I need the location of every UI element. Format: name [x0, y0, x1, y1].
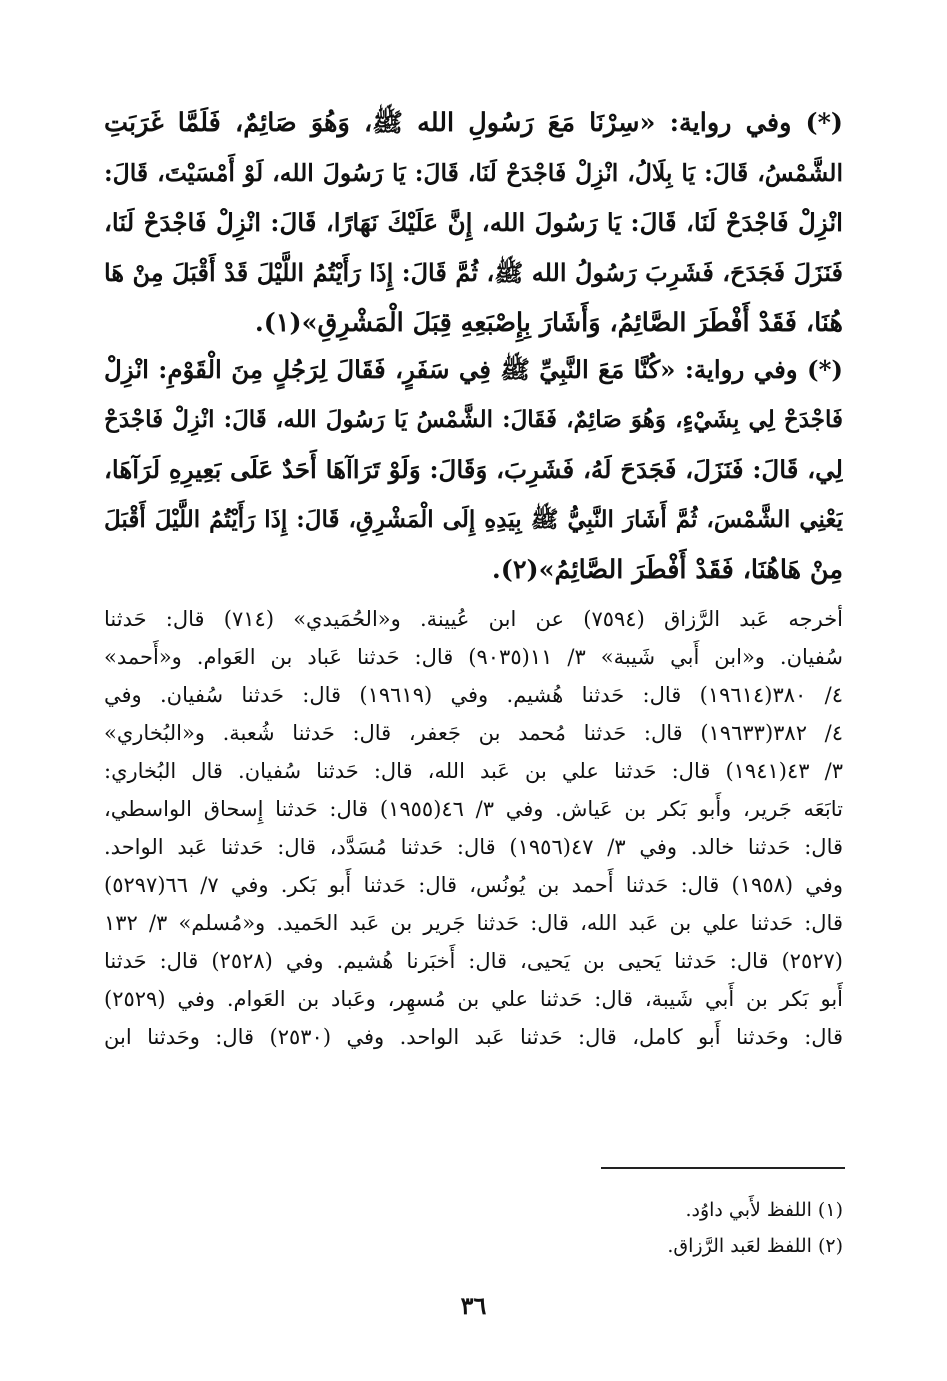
takhrij-line: قال: حَدثنا علي بن عَبد الله، قال: حَدثنا جَرير بن عَبد الحَميد. و«مُسلم» ٣/ ١٣٢: [104, 911, 843, 935]
takhrij-line: أَبو بَكر بن أَبي شَيبة، قال: حَدثنا علي بن مُسهِر، وعَباد بن العَوام. وفي (٢٥٢٩): [104, 987, 843, 1011]
takhrij-line: ٣/ ٤٣(١٩٤١) قال: حَدثنا علي بن عَبد الله، قال: حَدثنا سُفيان. قال البُخاري:: [104, 759, 843, 783]
hadith-line: الشَّمْسُ، قَالَ: يَا بِلَالُ، انْزِلْ فَاجْدَحْ لَنَا، قَالَ: يَا رَسُولَ الله، لَوْ أَمْسَيْتَ، قَالَ:: [104, 159, 843, 187]
hadith-line: (*) وفي رواية: «كُنَّا مَعَ النَّبِيِّ ﷺ فِي سَفَرٍ، فَقَالَ لِرَجُلٍ مِنَ الْقَوْمِ: انْزِلْ: [104, 355, 843, 384]
takhrij-line: قال: حَدثنا خالد. وفي ٣/ ٤٧(١٩٥٦) قال: حَدثنا مُسَدَّد، قال: حَدثنا عَبد الواحد.: [104, 835, 843, 859]
takhrij-line: (٢٥٢٧) قال: حَدثنا يَحيى بن يَحيى، قال: أَخبَرنا هُشيم. وفي (٢٥٢٨) قال: حَدثنا: [104, 949, 843, 973]
hadith-narration-2: [104, 345, 843, 605]
hadith-line: انْزِلْ فَاجْدَحْ لَنَا، قَالَ: يَا رَسُولَ الله، إِنَّ عَلَيْكَ نَهَارًا، قَالَ: انْزِلْ فَاجْدَحْ لَنَا،: [104, 208, 843, 237]
hadith-narration-1: [104, 98, 843, 358]
hadith-line: مِنْ هَاهُنَا، فَقَدْ أَفْطَرَ الصَّائِمُ»(٢).: [491, 555, 843, 585]
hadith-line: هُنَا، فَقَدْ أَفْطَرَ الصَّائِمُ، وَأَشَارَ بِإِصْبَعِهِ قِبَلَ الْمَشْرِقِ»(١).: [254, 308, 843, 338]
takhrij-line: قال: وحَدثنا أَبو كامل، قال: حَدثنا عَبد الواحد. وفي (٢٥٣٠) قال: وحَدثنا ابن: [104, 1025, 843, 1049]
takhrij-line: ٤/ ٣٨٢(١٩٦٣٣) قال: حَدثنا مُحمد بن جَعفر، قال: حَدثنا شُعبة. و«البُخاري»: [104, 721, 843, 745]
hadith-line: فَاجْدَحْ لِي بِشَيْءٍ، وَهُوَ صَائِمٌ، فَقَالَ: الشَّمْسُ يَا رَسُولَ الله، قَالَ: انْزِلْ فَاجْدَحْ: [104, 406, 843, 433]
footnote-2: (٢) اللفظ لعَبد الرَّزاق.: [667, 1235, 843, 1257]
takhrij-line: أخرجه عَبد الرَّزاق (٧٥٩٤) عن ابن عُيينة. و«الحُمَيدي» (٧١٤) قال: حَدثنا: [104, 607, 843, 631]
footnote-1: (١) اللفظ لأَبي داوُد.: [685, 1199, 843, 1221]
page-number: ٣٦: [460, 1291, 487, 1320]
hadith-line: يَعْنِي الشَّمْسَ، ثُمَّ أَشَارَ النَّبِيُّ ﷺ بِيَدِهِ إِلَى الْمَشْرِقِ، قَالَ: إِذَا رَأَيْتُمُ اللَّيْلَ أَقْبَلَ: [104, 506, 843, 533]
hadith-line: لِي، قَالَ: فَنَزَلَ، فَجَدَحَ لَهُ، فَشَرِبَ، وَقَالَ: وَلَوْ تَرَاآهَا أَحَدٌ عَلَى بَعِيرِهِ لَرَآهَا،: [104, 455, 843, 484]
takhrij-line: تابَعَه جَرير، وأَبو بَكر بن عَياش. وفي ٣/ ٤٦(١٩٥٥) قال: حَدثنا إِسحاق الواسطي،: [104, 797, 843, 821]
takhrij-paragraph: [104, 600, 843, 1060]
hadith-line: فَنَزَلَ فَجَدَحَ، فَشَرِبَ رَسُولُ الله ﷺ، ثُمَّ قَالَ: إِذَا رَأَيْتُمُ اللَّيْلَ قَدْ أَقْبَلَ مِنْ هَا: [104, 258, 843, 287]
hadith-line: (*) وفي رواية: «سِرْنَا مَعَ رَسُولِ الله ﷺ، وَهُوَ صَائِمٌ، فَلَمَّا غَرَبَتِ: [104, 108, 843, 138]
footnote-separator: [601, 1167, 845, 1169]
takhrij-line: وفي (١٩٥٨) قال: حَدثنا أَحمد بن يُونُس، قال: حَدثنا أَبو بَكر. وفي ٧/ ٦٦(٥٢٩٧): [104, 873, 843, 897]
takhrij-line: سُفيان. و«ابن أَبي شَيبة» ٣/ ١١(٩٠٣٥) قال: حَدثنا عَباد بن العَوام. و«أَحمد»: [104, 645, 843, 669]
takhrij-line: ٤/ ٣٨٠(١٩٦١٤) قال: حَدثنا هُشيم. وفي (١٩٦١٩) قال: حَدثنا سُفيان. وفي: [104, 683, 843, 707]
